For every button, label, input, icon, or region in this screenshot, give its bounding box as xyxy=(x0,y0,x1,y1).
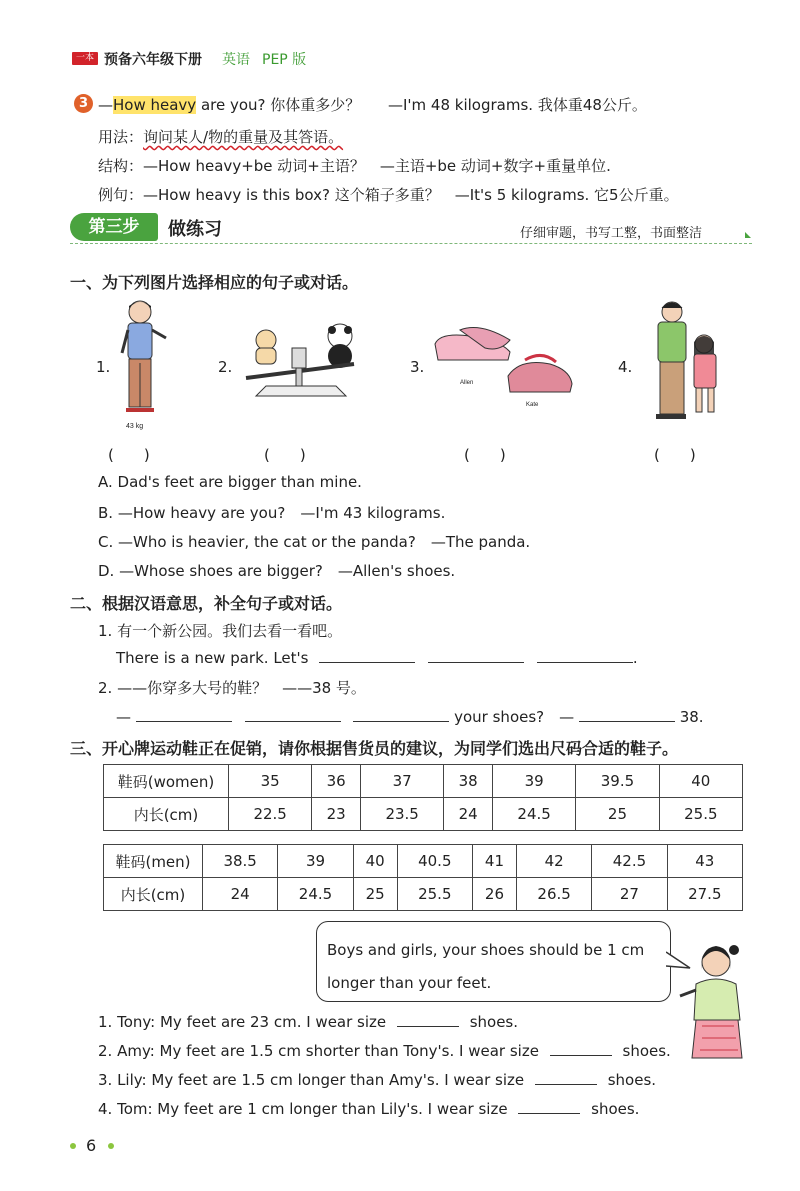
table-cell: 25.5 xyxy=(659,798,742,831)
dash: — xyxy=(98,96,113,114)
q1-blank-2[interactable] xyxy=(428,648,524,663)
example-label: 例句： xyxy=(98,186,144,204)
structure-text: —How heavy+be 动词+主语？ —主语+be 动词+数字+重量单位. xyxy=(143,157,611,175)
table-cell: 40 xyxy=(353,845,397,878)
table-cell: 24.5 xyxy=(492,798,575,831)
question-text: 1. Tony: My feet are 23 cm. I wear size xyxy=(98,1013,387,1031)
q2-dash: — xyxy=(116,708,131,726)
table-header-cell: 内长(cm) xyxy=(104,798,229,831)
table-row xyxy=(104,878,743,911)
q2-blank-4[interactable] xyxy=(579,707,675,722)
table-cell: 41 xyxy=(472,845,516,878)
highlight-phrase: How heavy xyxy=(113,96,197,114)
answer-blank-2[interactable] xyxy=(550,1041,612,1056)
table-cell: 38.5 xyxy=(203,845,278,878)
table-cell: 36 xyxy=(312,765,361,798)
answer-blank-3[interactable] xyxy=(535,1070,597,1085)
subject-label: 英语 xyxy=(222,52,250,68)
table-cell: 26 xyxy=(472,878,516,911)
structure-line xyxy=(98,155,611,176)
point3-question xyxy=(98,94,360,115)
shoe-owner-2: Kate xyxy=(526,402,539,408)
table-cell: 25.5 xyxy=(397,878,472,911)
table-cell: 23 xyxy=(312,798,361,831)
example-line xyxy=(98,184,679,205)
book-title: 预备六年级下册 xyxy=(104,52,202,68)
page-dot-left xyxy=(70,1143,76,1149)
table-cell: 38 xyxy=(444,765,493,798)
point3-answer: —I'm 48 kilograms. 我体重48公斤。 xyxy=(388,96,647,114)
usage-line xyxy=(98,126,343,147)
boy-on-scale-illustration xyxy=(112,298,172,433)
part1-title: 一、为下列图片选择相应的句子或对话。 xyxy=(70,273,359,292)
usage-text: 询问某人/物的重量及其答语。 xyxy=(143,128,344,146)
question-end: shoes. xyxy=(469,1013,519,1031)
table-cell: 43 xyxy=(667,845,742,878)
answer-paren-1[interactable]: ( ) xyxy=(108,446,150,464)
question-rest: are you? 你体重多少？ xyxy=(196,96,361,114)
page-dot-right xyxy=(108,1143,114,1149)
table-cell: 27.5 xyxy=(667,878,742,911)
point-number-badge: 3 xyxy=(74,94,93,113)
corner-mark xyxy=(745,232,751,238)
option-d: D. —Whose shoes are bigger? —Allen's shoes. xyxy=(98,562,456,580)
women-size-table xyxy=(103,764,743,831)
publisher-logo: 一本 xyxy=(72,52,98,65)
answer-paren-4[interactable]: ( ) xyxy=(654,446,696,464)
q2-blank-1[interactable] xyxy=(136,707,232,722)
table-row xyxy=(104,765,743,798)
q2-english xyxy=(116,706,704,727)
question-text: 4. Tom: My feet are 1 cm longer than Lily's. I wear size xyxy=(98,1100,508,1118)
shoes-illustration xyxy=(430,322,580,412)
table-cell: 39.5 xyxy=(576,765,659,798)
q1-blank-1[interactable] xyxy=(319,648,415,663)
saleswoman-illustration xyxy=(672,940,752,1060)
table-cell: 23.5 xyxy=(360,798,443,831)
table-cell: 40 xyxy=(659,765,742,798)
shoe-owner-1: Allen xyxy=(460,380,474,386)
step-tip: 仔细审题，书写工整，书面整洁 xyxy=(520,226,703,241)
step-badge: 第三步 xyxy=(70,213,158,241)
table-header-cell: 内长(cm) xyxy=(104,878,203,911)
answer-blank-1[interactable] xyxy=(397,1012,459,1027)
option-b: B. —How heavy are you? —I'm 43 kilograms. xyxy=(98,504,446,522)
q2-middle: your shoes? — xyxy=(454,708,575,726)
answer-blank-4[interactable] xyxy=(518,1099,580,1114)
q1-end: . xyxy=(632,649,638,667)
table-row xyxy=(104,845,743,878)
table-cell: 24.5 xyxy=(278,878,353,911)
table-cell: 24 xyxy=(203,878,278,911)
q1-blank-3[interactable] xyxy=(537,648,633,663)
table-cell: 37 xyxy=(360,765,443,798)
question-3 xyxy=(98,1070,656,1089)
table-header-cell: 鞋码(men) xyxy=(104,845,203,878)
pic-number-1: 1. xyxy=(96,358,111,376)
table-cell: 24 xyxy=(444,798,493,831)
balance-scale-illustration xyxy=(236,322,366,412)
table-cell: 35 xyxy=(229,765,312,798)
question-end: shoes. xyxy=(591,1100,640,1118)
men-size-table xyxy=(103,844,743,911)
table-cell: 26.5 xyxy=(516,878,591,911)
table-cell: 22.5 xyxy=(229,798,312,831)
part3-title: 三、开心牌运动鞋正在促销，请你根据售货员的建议，为同学们选出尺码合适的鞋子。 xyxy=(70,739,679,758)
table-row xyxy=(104,798,743,831)
structure-label: 结构： xyxy=(98,157,144,175)
option-a: A. Dad's feet are bigger than mine. xyxy=(98,473,362,491)
q2-chinese: 2. ——你穿多大号的鞋？ ——38 号。 xyxy=(98,679,366,697)
answer-paren-2[interactable]: ( ) xyxy=(264,446,306,464)
question-text: 3. Lily: My feet are 1.5 cm longer than Amy's. I wear size xyxy=(98,1071,525,1089)
example-text: —How heavy is this box? 这个箱子多重？ —It's 5 kilograms. 它5公斤重。 xyxy=(143,186,679,204)
step-divider xyxy=(70,243,752,245)
question-text: 2. Amy: My feet are 1.5 cm shorter than Tony's. I wear size xyxy=(98,1042,539,1060)
question-4 xyxy=(98,1099,639,1118)
part2-title: 二、根据汉语意思，补全句子或对话。 xyxy=(70,594,343,613)
table-cell: 39 xyxy=(278,845,353,878)
question-1 xyxy=(98,1012,518,1031)
q2-end: 38. xyxy=(679,708,704,726)
weight-label: 43 kg xyxy=(126,423,144,430)
table-cell: 25 xyxy=(353,878,397,911)
q1-english-text: There is a new park. Let's xyxy=(116,649,309,667)
question-end: shoes. xyxy=(607,1071,657,1089)
table-cell: 42 xyxy=(516,845,591,878)
question-end: shoes. xyxy=(622,1042,671,1060)
table-cell: 40.5 xyxy=(397,845,472,878)
q1-english xyxy=(116,648,638,667)
table-cell: 25 xyxy=(576,798,659,831)
step-title: 做练习 xyxy=(168,219,222,240)
q2-blank-3[interactable] xyxy=(353,707,449,722)
page-number: 6 xyxy=(86,1136,97,1155)
bubble-text: Boys and girls, your shoes should be 1 cm longer than your feet. xyxy=(327,941,645,992)
q1-chinese: 1. 有一个新公园。我们去看一看吧。 xyxy=(98,622,343,640)
question-2 xyxy=(98,1041,671,1060)
table-header-cell: 鞋码(women) xyxy=(104,765,229,798)
answer-paren-3[interactable]: ( ) xyxy=(464,446,506,464)
q2-blank-2[interactable] xyxy=(245,707,341,722)
pic-number-2: 2. xyxy=(218,358,233,376)
table-cell: 42.5 xyxy=(592,845,667,878)
option-c: C. —Who is heavier, the cat or the panda? —The panda. xyxy=(98,533,531,551)
pic-number-4: 4. xyxy=(618,358,633,376)
edition-label: PEP 版 xyxy=(262,52,307,68)
table-cell: 27 xyxy=(592,878,667,911)
usage-label: 用法： xyxy=(98,128,144,146)
dad-and-daughter-illustration xyxy=(638,298,728,430)
table-cell: 39 xyxy=(492,765,575,798)
pic-number-3: 3. xyxy=(410,358,425,376)
